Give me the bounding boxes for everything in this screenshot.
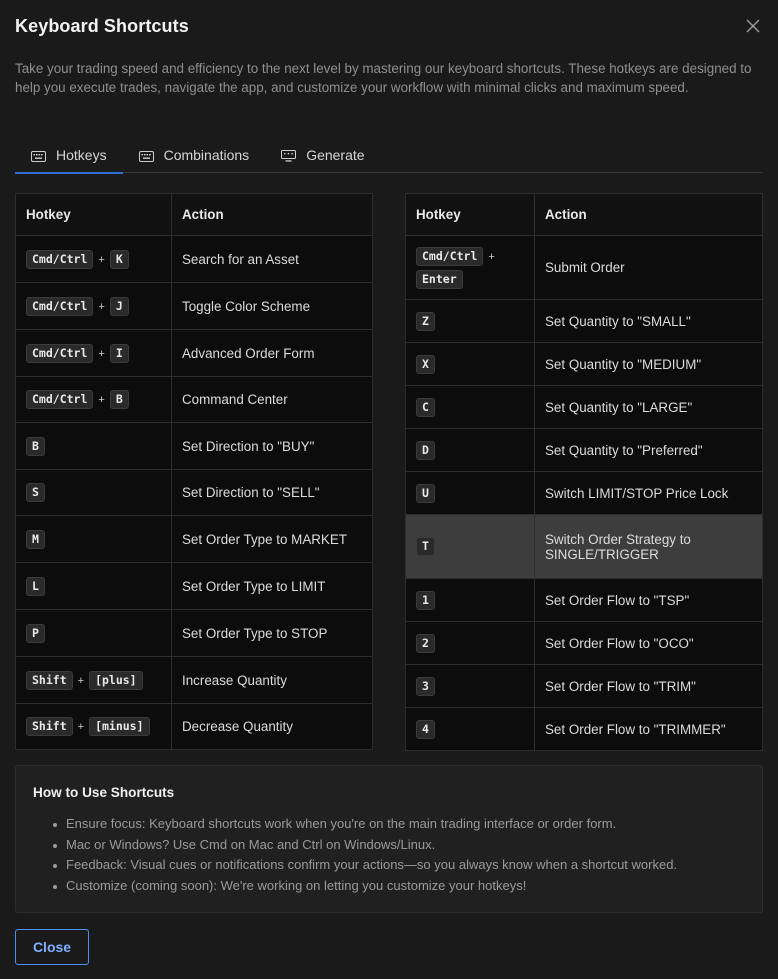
hotkey-cell: [16, 283, 172, 330]
how-to-use-panel: [15, 765, 763, 913]
table-row: [16, 470, 373, 516]
key-cap: S: [26, 483, 45, 502]
key-cap: T: [416, 537, 435, 556]
key-cap: [minus]: [89, 717, 149, 736]
plus-sign: +: [77, 674, 85, 687]
key-cap: 2: [416, 634, 435, 653]
action-cell: Increase Quantity: [172, 657, 373, 704]
hotkey-cell: [406, 665, 535, 708]
column-header-hotkey: Hotkey: [406, 194, 535, 236]
table-row: [16, 516, 373, 563]
key-cap: Z: [416, 312, 435, 331]
table-row: [16, 283, 373, 330]
table-row: [16, 657, 373, 704]
key-cap: Cmd/Ctrl: [26, 344, 93, 363]
hotkey-cell: [406, 300, 535, 343]
action-cell: Search for an Asset: [172, 236, 373, 283]
hotkey-cell: [406, 386, 535, 429]
hotkey-cell: [16, 704, 172, 750]
hotkeys-table-left: [15, 193, 373, 750]
key-cap: Shift: [26, 717, 73, 736]
table-row: [16, 563, 373, 610]
key-cap: K: [110, 250, 129, 269]
plus-sign: +: [488, 250, 495, 263]
hotkey-cell: [406, 515, 535, 579]
action-cell: Advanced Order Form: [172, 330, 373, 377]
table-row: [406, 472, 763, 515]
table-row: [16, 610, 373, 657]
key-cap: Shift: [26, 671, 73, 690]
list-item: Feedback: Visual cues or notifications confirm your actions—so you always know when a shortcut worked.: [53, 855, 745, 876]
key-cap: L: [26, 577, 45, 596]
table-row: [406, 300, 763, 343]
action-cell: Set Quantity to "MEDIUM": [535, 343, 763, 386]
action-cell: Set Direction to "SELL": [172, 470, 373, 516]
hotkey-cell: [406, 579, 535, 622]
tab-bar: [15, 137, 763, 173]
hotkeys-table-right: [405, 193, 763, 751]
action-cell: Set Order Flow to "TSP": [535, 579, 763, 622]
key-cap: 3: [416, 677, 435, 696]
action-cell: Set Order Type to LIMIT: [172, 563, 373, 610]
table-row: [406, 386, 763, 429]
key-cap: Cmd/Ctrl: [26, 250, 93, 269]
keyboard-icon: [31, 149, 46, 160]
key-cap: 1: [416, 591, 435, 610]
action-cell: Decrease Quantity: [172, 704, 373, 750]
table-row: [16, 236, 373, 283]
hotkey-cell: [406, 236, 535, 300]
key-cap: U: [416, 484, 435, 503]
key-cap: M: [26, 530, 45, 549]
tab-combinations[interactable]: [123, 137, 266, 172]
tab-label: Generate: [306, 146, 365, 163]
key-cap: [plus]: [89, 671, 143, 690]
table-row: [16, 423, 373, 470]
hotkey-cell: [406, 429, 535, 472]
hotkey-cell: [16, 330, 172, 377]
list-item: Mac or Windows? Use Cmd on Mac and Ctrl on Windows/Linux.: [53, 835, 745, 856]
key-cap: B: [26, 437, 45, 456]
hotkey-cell: [16, 423, 172, 470]
plus-sign: +: [98, 300, 105, 313]
action-cell: Set Order Type to STOP: [172, 610, 373, 657]
tab-label: Hotkeys: [56, 146, 107, 163]
hotkey-cell: [16, 236, 172, 283]
hotkey-cell: [16, 563, 172, 610]
column-header-hotkey: Hotkey: [16, 194, 172, 236]
plus-sign: +: [98, 394, 105, 406]
action-cell: Set Quantity to "SMALL": [535, 300, 763, 343]
how-to-list: [33, 814, 745, 896]
table-row: [16, 704, 373, 750]
hotkey-cell: [406, 343, 535, 386]
tab-generate[interactable]: [265, 137, 380, 172]
keyboard-icon: [139, 149, 154, 160]
hotkey-cell: [16, 657, 172, 704]
key-cap: Cmd/Ctrl: [26, 297, 93, 316]
action-cell: Switch Order Strategy to SINGLE/TRIGGER: [535, 515, 763, 579]
hotkey-cell: [16, 470, 172, 516]
dialog-intro: Take your trading speed and efficiency to the next level by mastering our keyboard shortcuts. These hotkeys are designed to help you execute trades, navigate the app, and customize your workflow with minimal clicks and maximum speed.: [15, 61, 752, 95]
column-header-action: Action: [172, 194, 373, 236]
action-cell: Set Quantity to "Preferred": [535, 429, 763, 472]
key-cap: P: [26, 624, 45, 643]
hotkey-cell: [406, 472, 535, 515]
table-row: [406, 622, 763, 665]
tab-label: Combinations: [163, 146, 250, 163]
how-to-title: How to Use Shortcuts: [33, 785, 175, 800]
key-cap: 4: [416, 720, 435, 739]
plus-sign: +: [98, 253, 105, 266]
action-cell: Set Quantity to "LARGE": [535, 386, 763, 429]
key-cap: B: [110, 390, 129, 409]
action-cell: Set Direction to "BUY": [172, 423, 373, 470]
table-row: [406, 343, 763, 386]
action-cell: Command Center: [172, 377, 373, 423]
hotkey-cell: [16, 516, 172, 563]
table-row: [406, 708, 763, 751]
list-item: Ensure focus: Keyboard shortcuts work when you're on the main trading interface or order form.: [53, 814, 745, 835]
close-button[interactable]: Close: [15, 929, 89, 965]
list-item: Customize (coming soon): We're working on letting you customize your hotkeys!: [53, 876, 745, 897]
action-cell: Set Order Flow to "TRIM": [535, 665, 763, 708]
key-cap: I: [110, 344, 129, 363]
action-cell: Switch LIMIT/STOP Price Lock: [535, 472, 763, 515]
plus-sign: +: [77, 721, 85, 733]
table-row: [16, 330, 373, 377]
hotkey-cell: [16, 377, 172, 423]
dialog-title: Keyboard Shortcuts: [15, 16, 189, 36]
tab-hotkeys[interactable]: [15, 137, 123, 172]
key-cap: D: [416, 441, 435, 460]
close-icon[interactable]: [746, 19, 762, 35]
table-row: [406, 515, 763, 579]
key-cap: X: [416, 355, 435, 374]
action-cell: Toggle Color Scheme: [172, 283, 373, 330]
monitor-keyboard-icon: [281, 149, 296, 160]
column-header-action: Action: [535, 194, 763, 236]
key-cap: J: [110, 297, 129, 316]
plus-sign: +: [98, 347, 105, 360]
key-cap: Cmd/Ctrl: [416, 247, 483, 266]
key-cap: C: [416, 398, 435, 417]
action-cell: Set Order Type to MARKET: [172, 516, 373, 563]
hotkey-cell: [16, 610, 172, 657]
table-row: [406, 579, 763, 622]
key-cap: Enter: [416, 270, 463, 289]
table-row: [406, 236, 763, 300]
action-cell: Set Order Flow to "OCO": [535, 622, 763, 665]
action-cell: Set Order Flow to "TRIMMER": [535, 708, 763, 751]
action-cell: Submit Order: [535, 236, 763, 300]
key-cap: Cmd/Ctrl: [26, 390, 93, 409]
table-row: [406, 429, 763, 472]
table-row: [16, 377, 373, 423]
hotkey-cell: [406, 622, 535, 665]
table-row: [406, 665, 763, 708]
hotkey-cell: [406, 708, 535, 751]
